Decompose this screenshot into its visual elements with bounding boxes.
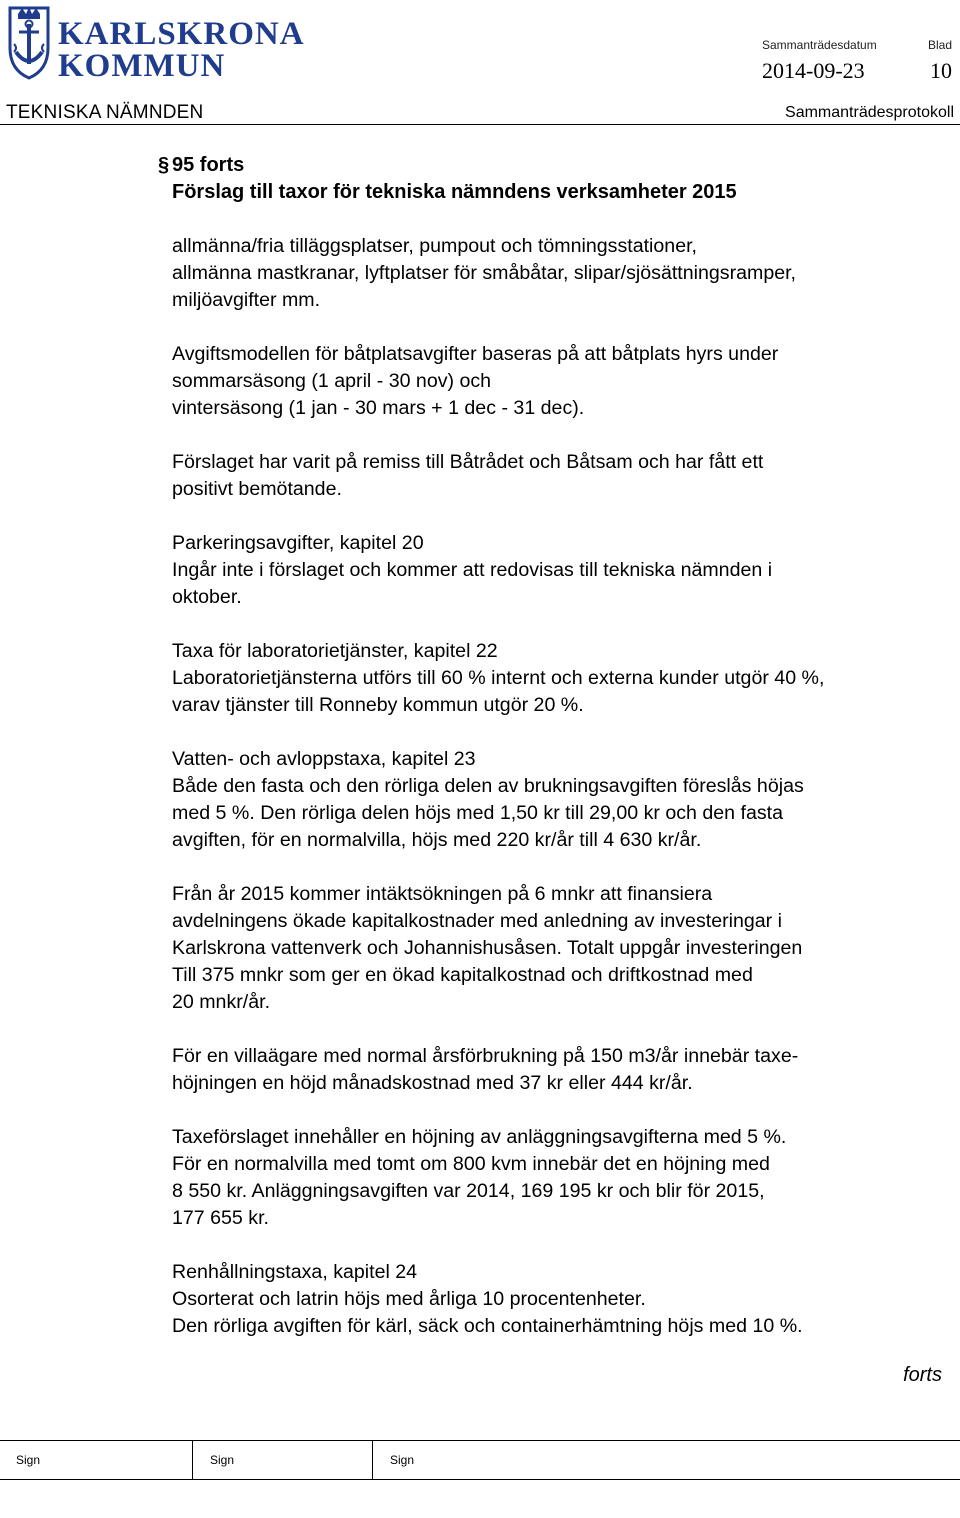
- paragraph: [172, 233, 956, 314]
- coat-of-arms-icon: [4, 4, 54, 80]
- section-number-text: 95 forts: [172, 154, 245, 176]
- protocol-type: Sammanträdesprotokoll: [785, 104, 954, 121]
- paragraph-line: Laboratorietjänsterna utförs till 60 % internt och externa kunder utgör 40 %,: [172, 667, 825, 689]
- paragraph: [172, 881, 956, 1016]
- page-number: 10: [930, 58, 952, 83]
- paragraph-line: Förslaget har varit på remiss till Båtrådet och Båtsam och har fått ett: [172, 451, 764, 473]
- paragraph-line: Avgiftsmodellen för båtplatsavgifter baseras på att båtplats hyrs under: [172, 343, 779, 365]
- paragraph-line: Till 375 mnkr som ger en ökad kapitalkostnad och driftkostnad med: [172, 964, 753, 986]
- document-body: [158, 152, 956, 1367]
- page-label: Blad: [928, 38, 953, 52]
- section-title: Förslag till taxor för tekniska nämndens verksamheter 2015: [172, 181, 737, 203]
- paragraph-line: Taxeförslaget innehåller en höjning av anläggningsavgifterna med 5 %.: [172, 1126, 787, 1148]
- paragraph: [172, 449, 956, 503]
- paragraph-line: allmänna mastkranar, lyftplatser för småbåtar, slipar/sjösättningsramper,: [172, 262, 797, 284]
- paragraph-line: 8 550 kr. Anläggningsavgiften var 2014, 169 195 kr och blir för 2015,: [172, 1180, 765, 1202]
- paragraph: [172, 530, 956, 611]
- signature-cell: [374, 1441, 960, 1479]
- paragraph-line: Från år 2015 kommer intäktsökningen på 6 mnkr att finansiera: [172, 883, 713, 905]
- committee-name: TEKNISKA NÄMNDEN: [6, 102, 204, 123]
- paragraph-line: Parkeringsavgifter, kapitel 20: [172, 532, 424, 554]
- paragraph-line: varav tjänster till Ronneby kommun utgör 20 %.: [172, 694, 584, 716]
- paragraph: [172, 1124, 956, 1232]
- sign-label: Sign: [210, 1453, 235, 1467]
- paragraph-line: höjningen en höjd månadskostnad med 37 kr eller 444 kr/år.: [172, 1072, 693, 1094]
- paragraph-list: [172, 233, 956, 1340]
- paragraph: [172, 1043, 956, 1097]
- paragraph-line: Renhållningstaxa, kapitel 24: [172, 1261, 418, 1283]
- paragraph-line: Både den fasta och den rörliga delen av brukningsavgiften föreslås höjas: [172, 775, 804, 797]
- meeting-date-value: 2014-09-23: [762, 58, 865, 83]
- paragraph-line: Ingår inte i förslaget och kommer att redovisas till tekniska nämnden i: [172, 559, 773, 581]
- paragraph-line: avdelningens ökade kapitalkostnader med anledning av investeringar i: [172, 910, 782, 932]
- header-divider: [0, 124, 960, 125]
- meeting-date-label: Sammanträdesdatum: [762, 38, 877, 52]
- logo-text-line-2: KOMMUN: [58, 48, 226, 84]
- signature-row: [0, 1440, 960, 1480]
- paragraph-line: allmänna/fria tilläggsplatser, pumpout och tömningsstationer,: [172, 235, 697, 257]
- paragraph-line: med 5 %. Den rörliga delen höjs med 1,50 kr till 29,00 kr och den fasta: [172, 802, 784, 824]
- paragraph-line: Karlskrona vattenverk och Johannishusåsen. Totalt uppgår investeringen: [172, 937, 803, 959]
- sign-label: Sign: [390, 1453, 415, 1467]
- paragraph-line: Taxa för laboratorietjänster, kapitel 22: [172, 640, 498, 662]
- paragraph-line: vintersäsong (1 jan - 30 mars + 1 dec - 31 dec).: [172, 397, 585, 419]
- logo-text-line-1: KARLSKRONA: [58, 16, 305, 52]
- paragraph-line: För en villaägare med normal årsförbrukning på 150 m3/år innebär taxe-: [172, 1045, 799, 1067]
- paragraph-line: oktober.: [172, 586, 242, 608]
- column-divider: [372, 1441, 373, 1479]
- signature-cell: [0, 1441, 192, 1479]
- paragraph-line: avgiften, för en normalvilla, höjs med 220 kr/år till 4 630 kr/år.: [172, 829, 702, 851]
- paragraph-line: Vatten- och avloppstaxa, kapitel 23: [172, 748, 476, 770]
- paragraph-line: sommarsäsong (1 april - 30 nov) och: [172, 370, 492, 392]
- paragraph: [172, 1259, 956, 1340]
- signature-cell: [194, 1441, 372, 1479]
- column-divider: [192, 1441, 193, 1479]
- section-symbol: §: [158, 154, 170, 176]
- paragraph-line: miljöavgifter mm.: [172, 289, 321, 311]
- section-number: [158, 152, 956, 179]
- sign-label: Sign: [16, 1453, 41, 1467]
- paragraph-line: positivt bemötande.: [172, 478, 342, 500]
- paragraph: [172, 638, 956, 719]
- paragraph-line: Osorterat och latrin höjs med årliga 10 procentenheter.: [172, 1288, 646, 1310]
- paragraph-line: För en normalvilla med tomt om 800 kvm innebär det en höjning med: [172, 1153, 770, 1175]
- paragraph-line: 177 655 kr.: [172, 1207, 269, 1229]
- paragraph: [172, 341, 956, 422]
- paragraph-line: 20 mnkr/år.: [172, 991, 271, 1013]
- paragraph-line: Den rörliga avgiften för kärl, säck och containerhämtning höjs med 10 %.: [172, 1315, 803, 1337]
- continuation-note: forts: [903, 1364, 942, 1386]
- municipality-logo: [4, 4, 305, 84]
- paragraph: [172, 746, 956, 854]
